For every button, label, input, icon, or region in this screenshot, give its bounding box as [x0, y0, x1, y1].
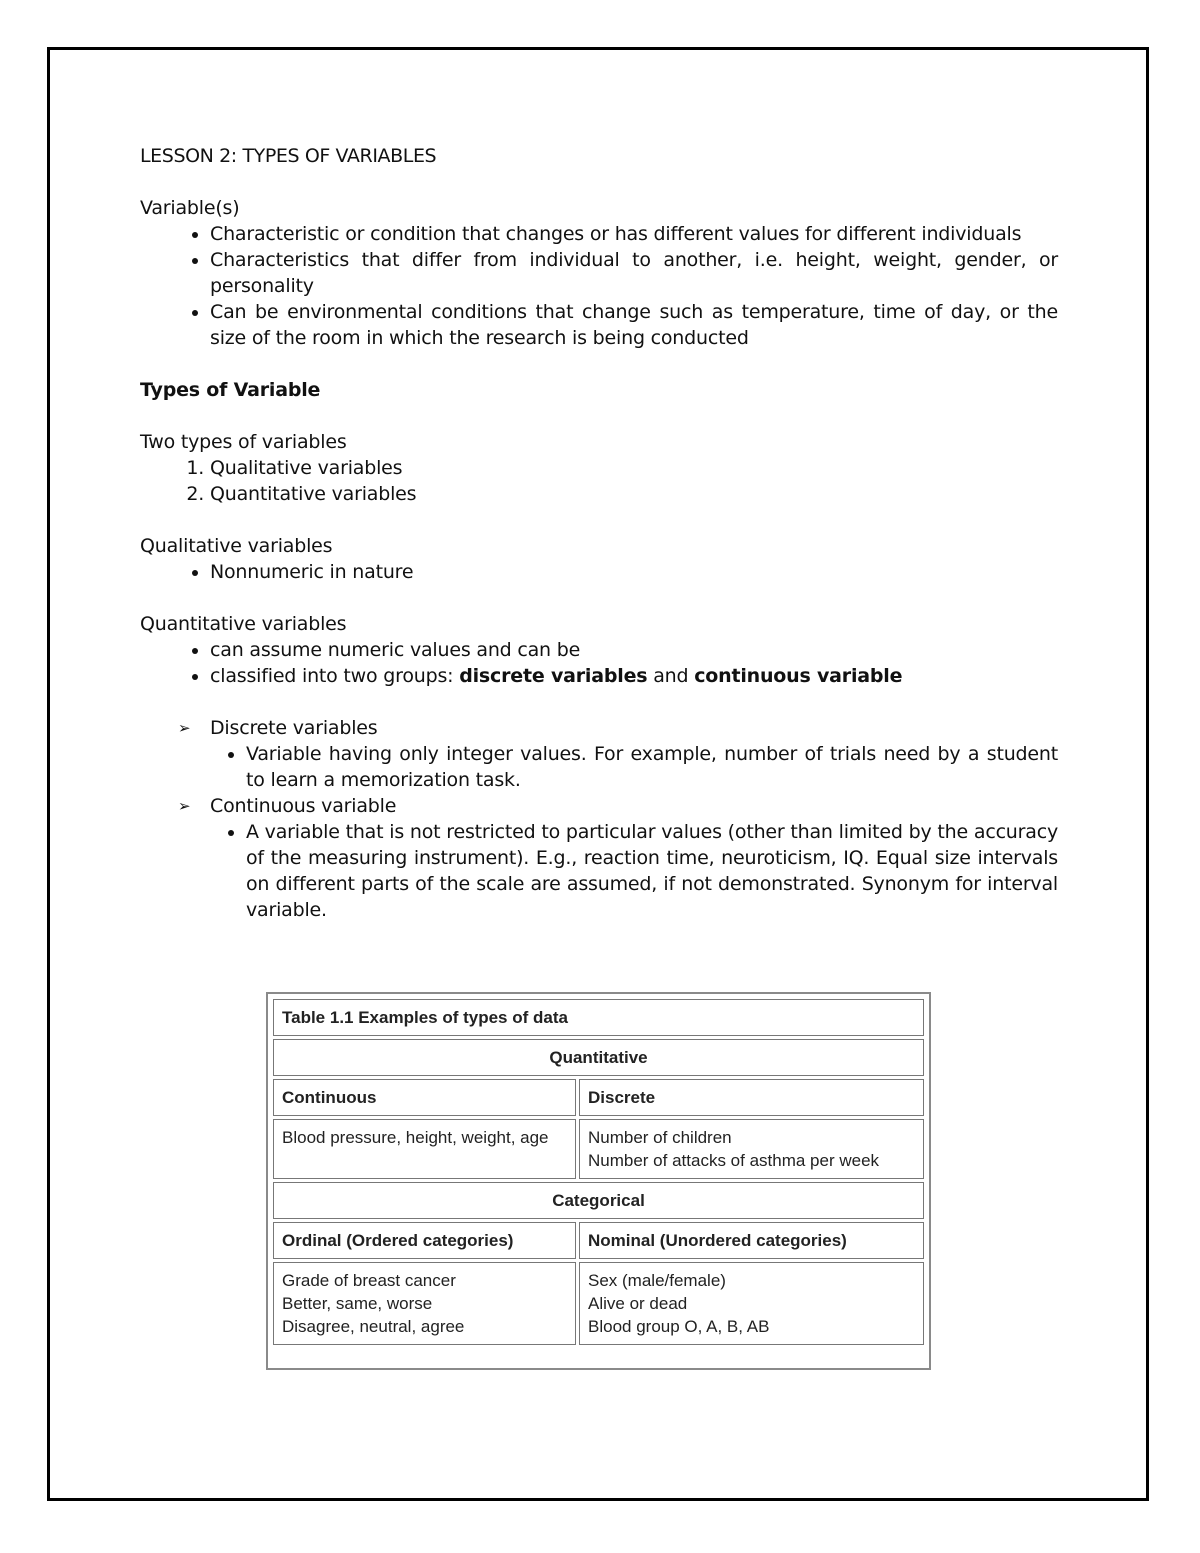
subtypes-list — [140, 715, 1058, 923]
bullet-text: and — [647, 665, 695, 687]
ordinal-examples: Grade of breast cancer Better, same, worse Disagree, neutral, agree — [273, 1262, 576, 1345]
bullet-text: classified into two groups: — [210, 665, 460, 687]
nominal-header: Nominal (Unordered categories) — [579, 1222, 924, 1259]
list-item: • Can be environmental conditions that change such as temperature, time of day, or the size of the room in which the research is being conducted — [210, 299, 1058, 351]
continuous-header: Continuous — [273, 1079, 576, 1116]
quantitative-header: Quantitative — [273, 1039, 924, 1076]
list-item: • can assume numeric values and can be — [210, 637, 1058, 663]
list-item: • Characteristics that differ from individual to another, i.e. height, weight, gender, or personality — [210, 247, 1058, 299]
nominal-examples: Sex (male/female) Alive or dead Blood group O, A, B, AB — [579, 1262, 924, 1345]
continuous-item — [178, 793, 1058, 923]
quantitative-list — [140, 637, 1058, 689]
continuous-heading: Continuous variable — [210, 795, 397, 817]
discrete-examples: Number of children Number of attacks of asthma per week — [579, 1119, 924, 1179]
quantitative-heading: Quantitative variables — [140, 613, 347, 635]
list-item — [210, 663, 1058, 689]
two-types-intro: Two types of variables — [140, 431, 347, 453]
continuous-term: continuous variable — [694, 665, 903, 687]
categorical-header: Categorical — [273, 1182, 924, 1219]
list-item: • Nonnumeric in nature — [210, 559, 1058, 585]
variables-list — [140, 221, 1058, 351]
list-item: • Characteristic or condition that changes or has different values for different individuals — [210, 221, 1058, 247]
table-caption: Table 1.1 Examples of types of data — [273, 999, 924, 1036]
list-item: • Variable having only integer values. For example, number of trials need by a student to learn a memorization task. — [246, 741, 1058, 793]
lesson-content — [140, 143, 1058, 923]
list-item: 2. Quantitative variables — [210, 481, 1058, 507]
continuous-examples: Blood pressure, height, weight, age — [273, 1119, 576, 1179]
two-types-list — [140, 455, 1058, 507]
discrete-header: Discrete — [579, 1079, 924, 1116]
lesson-title: LESSON 2: TYPES OF VARIABLES — [140, 145, 437, 167]
qualitative-heading: Qualitative variables — [140, 535, 333, 557]
discrete-term: discrete variables — [459, 665, 648, 687]
discrete-heading: Discrete variables — [210, 717, 378, 739]
ordinal-header: Ordinal (Ordered categories) — [273, 1222, 576, 1259]
variables-heading: Variable(s) — [140, 197, 240, 219]
discrete-item — [178, 715, 1058, 793]
qualitative-list — [140, 559, 1058, 585]
list-item: 1. Qualitative variables — [210, 455, 1058, 481]
list-item: • A variable that is not restricted to particular values (other than limited by the accuracy of the measuring instrument). E.g., reaction time, neuroticism, IQ. Equal size intervals on different parts of the scale are assumed, if not demonstrated. Synonym for interval variable. — [246, 819, 1058, 923]
types-heading: Types of Variable — [140, 379, 321, 401]
data-types-table — [266, 992, 931, 1370]
